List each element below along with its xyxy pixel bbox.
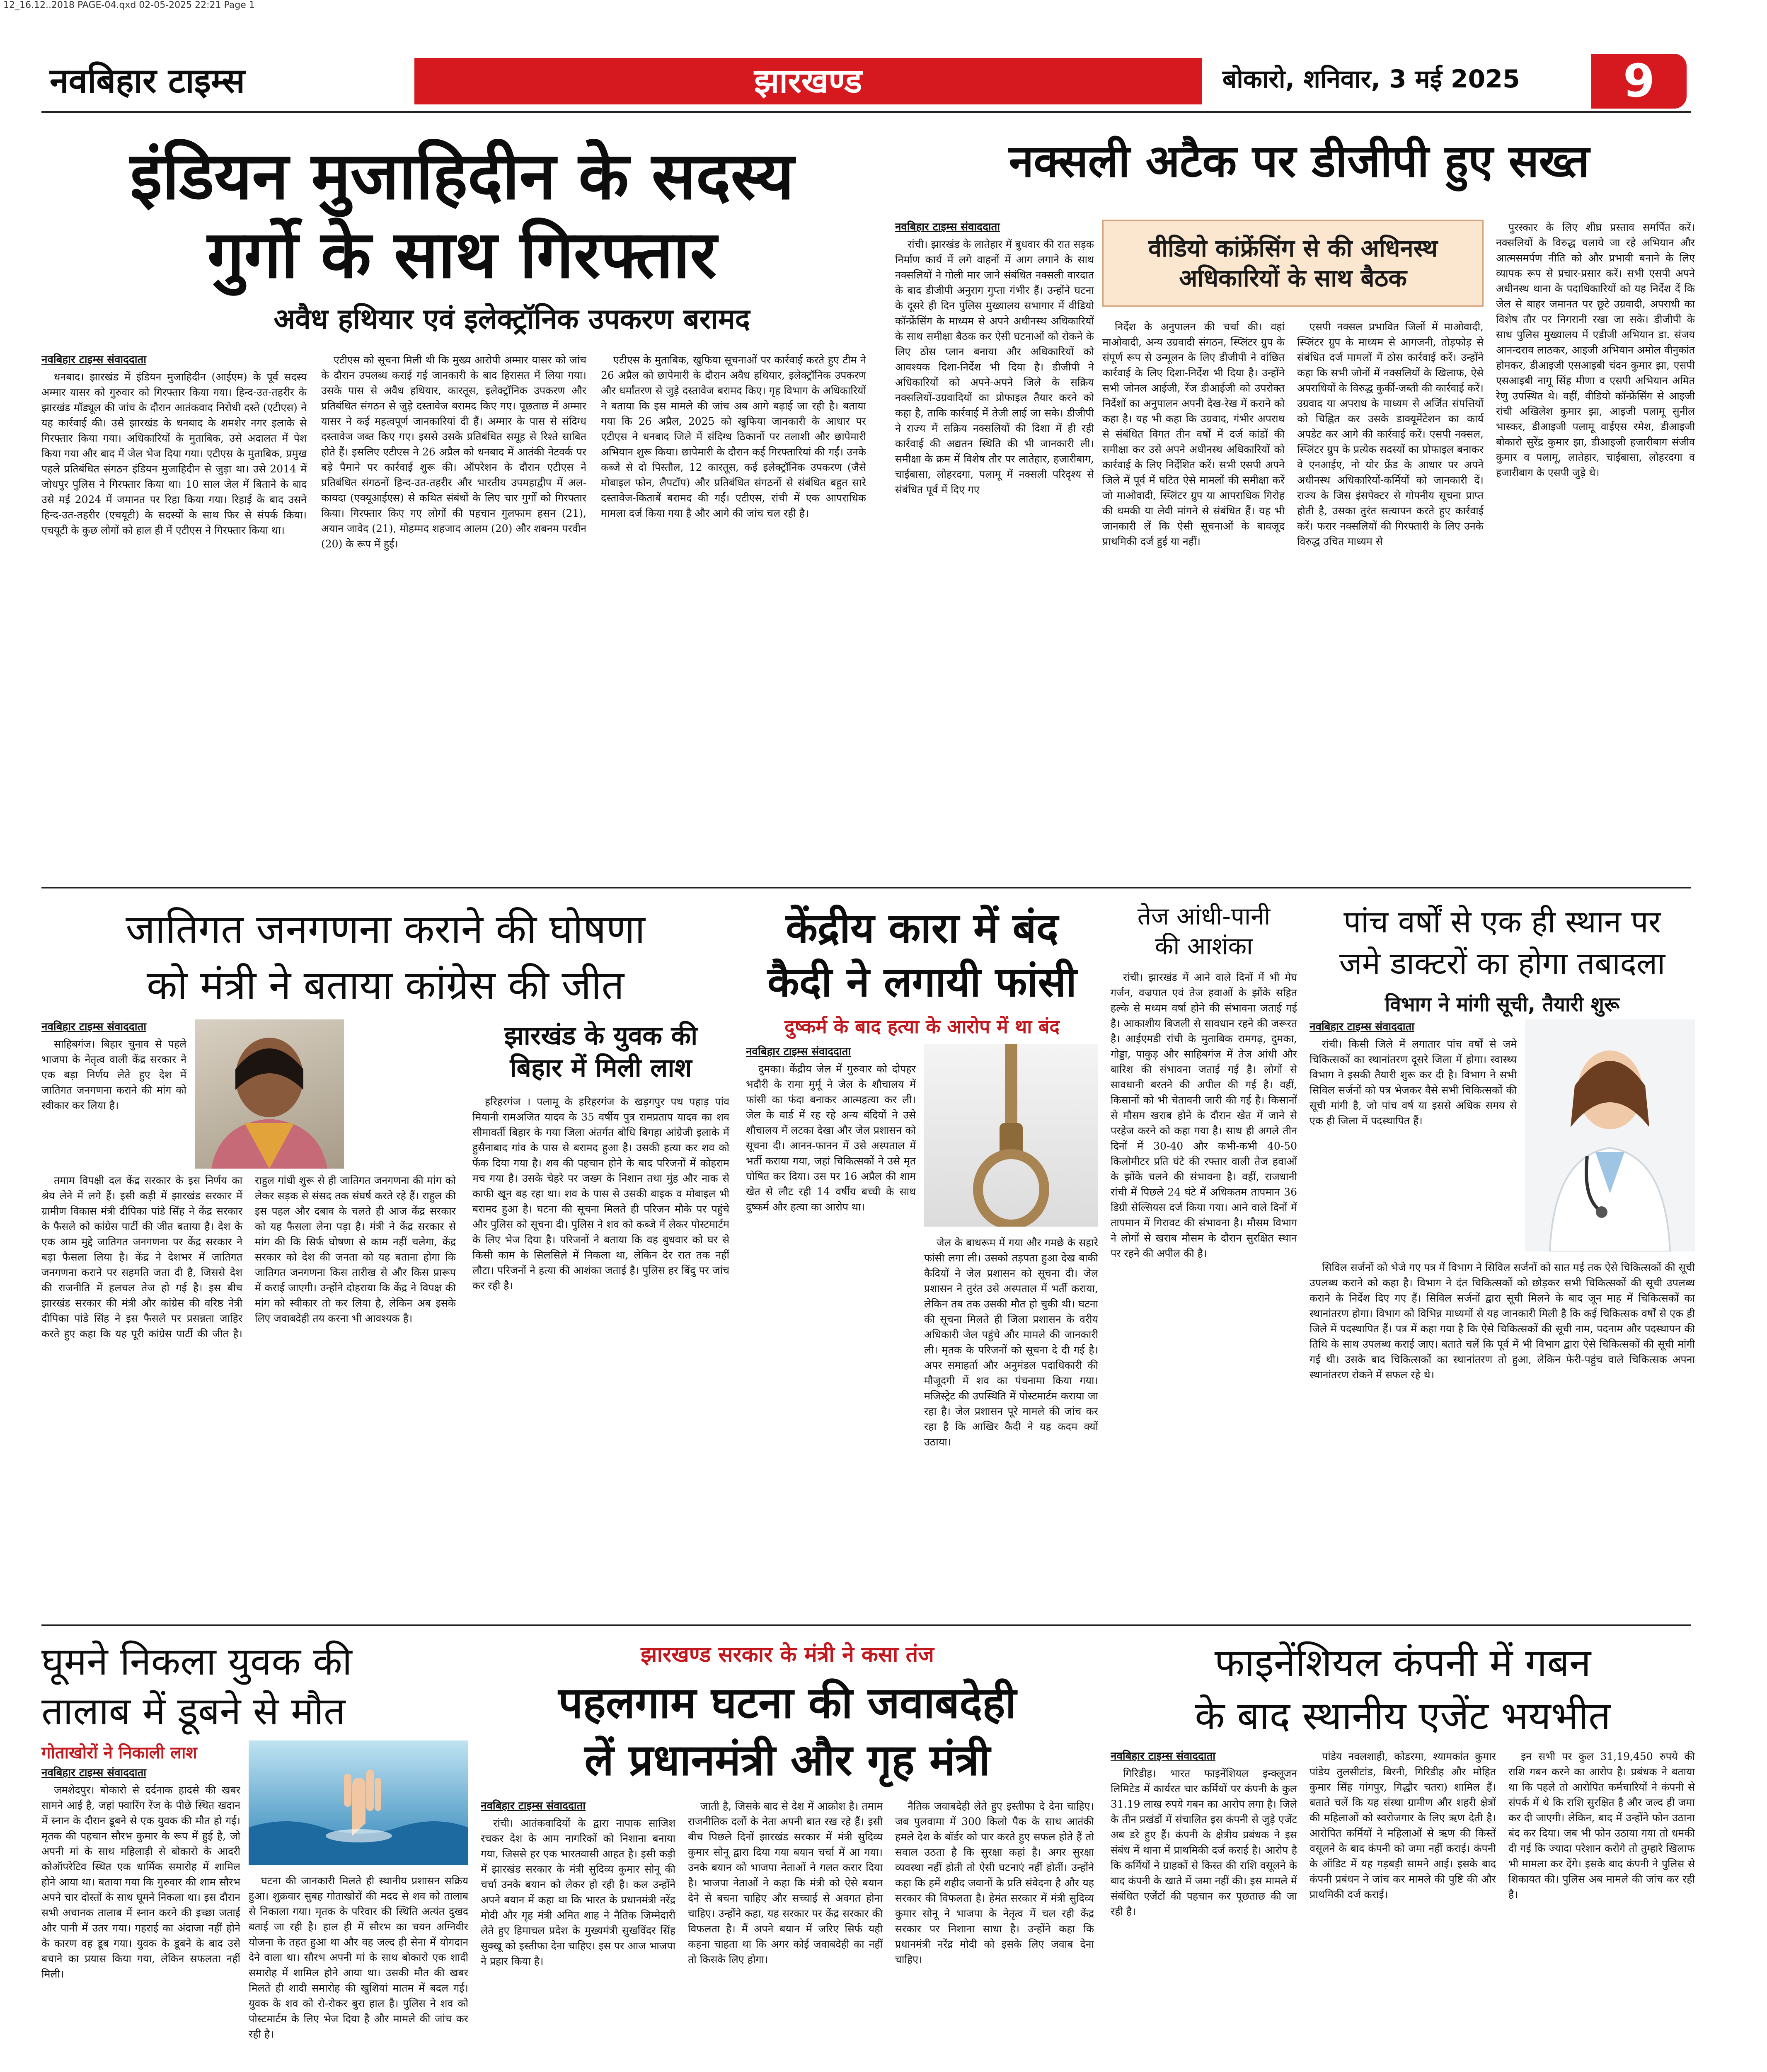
s9-kicker: झारखण्ड सरकार के मंत्री ने कसा तंज — [641, 1642, 934, 1667]
s7-headline-line2: जमे डाक्टरों का होगा तबादला — [1339, 946, 1665, 981]
s4-headline-line1: झारखंड के युवक की — [504, 1020, 698, 1051]
s2-box-title: वीडियो कांफ्रेंसिंग से की अधिनस्थ अधिकारियों के साथ बैठक — [1148, 234, 1438, 292]
s6-body — [1111, 970, 1297, 1612]
s2-col2-text: निर्देश के अनुपालन की चर्चा की। वहां माओवादी, अन्य उग्रवादी संगठन, स्प्लिंटर ग्रुप के संपूर्ण रूप से उन्मूलन के लिए डीजीपी ने वांछित कार्रवाई के लिए दिशा-निर्देश भी दिया है। उन्होंने सभी जोनल आईजी, रेंज डीआईजी को उपरोक्त निर्देशों का अनुपालन अपनी देख-रेख में कराने को कहा है। यह भी कहा कि उग्रवाद, गंभीर अपराध से संबंधित विगत तीन वर्षों में दर्ज कांडों की समीक्षा कर उसे अपने अधीनस्थ अधिकारियों को कार्रवाई के लिए निर्देशित करें। सभी एसपी अपने जिले में पूर्व में घटित ऐसे मामलों की समीक्षा करें जो माओवादी, स्प्लिंटर ग्रुप या आपराधिक गिरोह की धमकी या लेवी मांगने से संबंधित हैं। यह भी जानकारी लें कि ऐसी सूचनाओं के बावजूद प्राथमिकी दर्ज हुई या नहीं। — [1102, 321, 1285, 547]
s2-col3 — [1297, 319, 1484, 874]
s1-byline: नवबिहार टाइम्स संवाददाता — [41, 353, 147, 366]
masthead-rule — [41, 111, 1691, 113]
paper-name: नवबिहार टाइम्स — [50, 61, 245, 101]
s8-headline-line1: घूमने निकला युवक की — [41, 1639, 352, 1684]
s5-subhead: दुष्कर्म के बाद हत्या के आरोप में था बंद — [784, 1015, 1060, 1038]
s6-headline-line1: तेज आंधी-पानी — [1137, 902, 1271, 930]
s2-col4 — [1496, 220, 1695, 874]
s3-headline — [41, 901, 729, 1013]
s9-headline — [481, 1674, 1094, 1789]
s9-col3-text: नैतिक जवाबदेही लेते हुए इस्तीफा दे देना चाहिए। जब पुलवामा में 300 किलो पैक के साथ आतंकी हमले देश के बॉर्डर को पार करते हुए सफल होते हैं तो सवाल उठता है कि सुरक्षा कहां है। अगर सुरक्षा व्यवस्था नहीं होती तो ऐसी घटनाएं नहीं होतीं। उन्होंने कहा कि हमें शहीद जवानों के प्रति संवेदना है और यह सरकार की विफलता है। हेमंत सरकार में मंत्री सुदिव्य कुमार सोनू ने भाजपा के नेतृत्व में चल रही केंद्र सरकार पर निशाना साधा है। उन्होंने कहा कि प्रधानमंत्री नरेंद्र मोदी को इसके लिए जवाब देना चाहिए। — [895, 1800, 1094, 1965]
s7-headline-line1: पांच वर्षों से एक ही स्थान पर — [1343, 904, 1661, 940]
s8-col1-text: जमशेदपुर। बोकारो से दर्दनाक हादसे की खबर सामने आई है, जहां फ्वारिंग रेंज के पीछे स्थित खदान में स्नान के दौरान डूबने से एक युवक की मौत हो गई। मृतक की पहचान सौरभ कुमार के रूप में हुई है, जो अपनी मां के साथ महिलाड़ी से बोकारो के आदरी कोऑपरेटिव स्थित एक धार्मिक समारोह में शामिल होने आया था। बताया गया कि गुरुवार की शाम सौरभ अपने चार दोस्तों के साथ घूमने निकला था। इस दौरान सभी अचानक तालाब में स्नान करने की इच्छा जताई और पानी में उतर गया। गहराई का अंदाजा नहीं होने के कारण वह डूब गया। युवक के डूबने के बाद उसे बचाने का प्रयास किया गया, लेकिन सफलता नहीं मिली। — [41, 1784, 240, 1980]
s2-col1-text: रांची। झारखंड के लातेहार में बुधवार की रात सड़क निर्माण कार्य में लगे वाहनों में आग लगाने के साथ नक्सलियों ने गोली मार जाने संबंधित नक्सली वारदात के बाद डीजीपी अनुराग गुप्ता गंभीर हैं। उन्होंने घटना के दूसरे ही दिन पुलिस मुख्यालय सभागार में वीडियो कॉन्फ्रेंसिंग के माध्यम से अपने अधीनस्थ अधिकारियों के साथ समीक्षा बैठक कर ऐसी घटनाओं को रोकने के लिए ठोस प्लान बनाया और अधिकारियों को आवश्यक दिशा-निर्देश भी दिया है। डीजीपी ने अधिकारियों को अपने-अपने जिले के सक्रिय नक्सलियों-उग्रवादियों का प्रोफाइल तैयार करने को कहा है, ताकि कार्रवाई में तेजी लाई जा सके। डीजीपी ने राज्य में सक्रिय नक्सलियों की दिशा में ही रही कार्रवाई की अद्यतन स्थिति की भी जानकारी ली। समीक्षा के क्रम में विशेष तौर पर लातेहार, हजारीबाग, चाईबासा, लोहरदगा, पलामू में नक्सली परिदृश्य से संबंधित पूर्व में दिए गए — [895, 238, 1094, 496]
s1-col2-text: एटीएस को सूचना मिली थी कि मुख्य आरोपी अम्मार यासर को जांच के दौरान उपलब्ध कराई गई जानकारी के बाद हिरासत में लिया गया। उसके पास से अवैध हथियार, कारतूस, इलेक्ट्रॉनिक उपकरण और प्रतिबंधित संगठन से जुड़े दस्तावेज बरामद किए गए। पूछताछ में अम्मार यासर ने कई महत्वपूर्ण जानकारियां दी हैं। अम्मार के पास से संदिग्ध दस्तावेज जब्त किए गए। इससे उसके प्रतिबंधित समूह से रिश्ते साबित होते हैं। इसलिए एटीएस ने 26 अप्रैल को धनबाद में आतंकी नेटवर्क पर बड़े पैमाने पर कार्रवाई शुरू की। ऑपरेशन के दौरान एटीएस ने प्रतिबंधित संगठनों हिन्द-उत-तहरीर और भारतीय उपमहाद्वीप में अल-कायदा (एक्यूआईएस) से कथित संबंधों के लिए चार गुर्गों को गिरफ्तार किया। गिरफ्तार किए गए लोगों की पहचान गुलफाम हसन (21), अयान जावेद (21), मोहम्मद शहजाद आलम (20) और शबनम परवीन (20) के रूप में हुई। — [321, 354, 586, 550]
s3-body — [41, 1173, 456, 1612]
s7-subhead: विभाग ने मांगी सूची, तैयारी शुरू — [1385, 993, 1620, 1016]
s4-headline-line2: बिहार में मिली लाश — [510, 1053, 692, 1083]
s7-col1-text: रांची। किसी जिले में लगातार पांच वर्षों से जमे चिकित्सकों का स्थानांतरण दूसरे जिला में होगा। स्वास्थ्य विभाग ने इसकी तैयारी शुरू कर दी है। विभाग ने सभी सिविल सर्जनों को पत्र भेजकर वैसे सभी चिकित्सकों की सूची मांगी है, जो पांच वर्ष या इससे अधिक समय से एक ही जिला में पदस्थापित हैं। — [1310, 1038, 1517, 1127]
noose-photo — [924, 1044, 1098, 1227]
s1-subhead: अवैध हथियार एवं इलेक्ट्रॉनिक उपकरण बरामद — [274, 303, 750, 336]
portrait-icon — [195, 1019, 344, 1169]
s9-col1-text: रांची। आतंकवादियों के द्वारा नापाक साजिश रचकर देश के आम नागरिकों को निशाना बनाया गया, जिससे हर एक भारतवासी आहत है। इसी कड़ी में झारखंड सरकार के मंत्री सुदिव्य कुमार सोनू की चर्चा उनके बयान को लेकर हो रही है। कल उन्होंने अपने बयान में कहा था कि भारत के प्रधानमंत्री नरेंद्र मोदी और गृह मंत्री अमित शाह ने नैतिक जिम्मेदारी लेते हुए हिमाचल प्रदेश के मुख्यमंत्री सुखविंदर सिंह सुक्खू को इस्तीफा देना चाहिए। इस पर आज भाजपा ने प्रहार किया है। — [481, 1817, 675, 1967]
s5-headline — [746, 901, 1098, 1009]
s2-col1 — [895, 220, 1094, 874]
s5-byline: नवबिहार टाइम्स संवाददाता — [746, 1046, 851, 1058]
s9-byline: नवबिहार टाइम्स संवाददाता — [481, 1800, 586, 1812]
s6-body-text: रांची। झारखंड में आने वाले दिनों में भी मेघ गर्जन, वज्रपात एवं तेज हवाओं के झोंके सहित हल्के से मध्यम वर्षा होने की संभावना जताई गई है। आकाशीय बिजली से सावधान रहने की जरूरत है। आईएमडी रांची के मुताबिक रामगढ़, दुमका, गोड्डा, पाकुड़ और साहिबगंज में तेज आंधी और बारिश की संभावना जताई गई है। लोगों से सावधानी बरतने की अपील की गई है। वहीं, किसानों को भी चेतावनी जारी की गई है। किसानों से मौसम खराब होने के दौरान खेत में जाने से परहेज करने को कहा गया है। साथ ही अगले तीन दिनों में 30-40 और कभी-कभी 40-50 किलोमीटर प्रति घंटे की रफ्तार वाली तेज हवाओं के झोंके चलने की संभावना है। वहीं, राजधानी रांची में पिछले 24 घंटे में अधिकतम तापमान 36 डिग्री सेल्सियस दर्ज किया गया। आने वाले दिनों में तापमान में गिरावट की संभावना है। मौसम विभाग ने लोगों से खराब मौसम के दौरान सुरक्षित स्थान पर रहने की अपील की है। — [1111, 971, 1297, 1259]
noose-icon — [924, 1044, 1098, 1227]
s10-col2-text: पांडेय नवलशाही, कोडरमा, श्यामकांत कुमार पांडेय तुलसीटांड, बिरनी, गिरिडीह और मोहित कुमार सिंह गांगपुर, गिद्धौर चतरा) शामिल हैं। बताते चलें कि यह संस्था ग्रामीण और शहरी क्षेत्रों की महिलाओं को स्वरोजगार के लिए ऋण देती है। आरोपित कर्मियों ने महिलाओं से ऋण की किस्तें वसूलने के बाद कंपनी को जमा नहीं कराई। कंपनी के ऑडिट में यह गड़बड़ी सामने आई। इसके बाद कंपनी प्रबंधन ने जांच कर मामले की पुष्टि की और प्राथमिकी दर्ज कराई। — [1310, 1750, 1496, 1900]
s8-col1 — [41, 1765, 240, 2072]
doctor-icon — [1525, 1019, 1695, 1251]
s10-col3-text: इन सभी पर कुल 31,19,450 रुपये की राशि गबन करने का आरोप है। प्रबंधक ने बताया था कि पहले तो आरोपित कर्मचारियों ने कंपनी से संपर्क में थे कि राशि सुरक्षित है और जल्द ही जमा कर दी जाएगी। लेकिन, बाद में उन्होंने फोन उठाना बंद कर दिया। जब भी फोन उठाया गया तो धमकी दी गई कि ज्यादा परेशान करोगे तो तुम्हारे खिलाफ भी मामला कर देंगे। इसके बाद कंपनी ने पुलिस से शिकायत की। पुलिस अब मामले की जांच कर रही है। — [1508, 1750, 1695, 1900]
s3-byline: नवबिहार टाइम्स संवाददाता — [41, 1021, 147, 1033]
s6-headline-line2: की आशंका — [1155, 932, 1253, 960]
s1-col1 — [41, 352, 307, 870]
s7-col1 — [1310, 1019, 1517, 1251]
row1-rule — [41, 887, 1691, 888]
s10-col2 — [1310, 1749, 1496, 2072]
s10-headline-line2: के बाद स्थानीय एजेंट भयभीत — [1195, 1694, 1611, 1739]
s2-byline: नवबिहार टाइम्स संवाददाता — [895, 221, 1000, 233]
page-number: 9 — [1623, 54, 1655, 108]
minister-photo — [195, 1019, 344, 1169]
s3-body-text: तमाम विपक्षी दल केंद्र सरकार के इस निर्णय का श्रेय लेने में लगे हैं। इसी कड़ी में झारखंड सरकार में ग्रामीण विकास मंत्री दीपिका पांडे सिंह ने केंद्र सरकार के फैसले को कांग्रेस पार्टी की जीत बताया है। देश के एक आम मुद्दे जातिगत जनगणना पर केंद्र सरकार ने बड़ा फैसला लिया है। केंद्र ने देशभर में जातिगत जनगणना कराने पर सहमति जता दी है, जिससे देश की राजनीति में हलचल तेज हो गई है। इस बीच झारखंड सरकार की मंत्री और कांग्रेस की वरिष्ठ नेत्री दीपिका पांडे सिंह ने इस फैसले पर प्रसन्नता जाहिर करते हुए कहा कि यह पूरी कांग्रेस पार्टी की जीत है। राहुल गांधी शुरू से ही जातिगत जनगणना की मांग को लेकर सड़क से संसद तक संघर्ष करते रहे हैं। राहुल की इस पहल और दबाव के चलते ही आज केंद्र सरकार को यह फैसला लेना पड़ा है। मंत्री ने केंद्र सरकार से मांग की कि सिर्फ घोषणा से काम नहीं चलेगा, केंद्र सरकार को देश की जनता को यह बताना होगा कि जातिगत जनगणना किस तारीख से और किस प्रारूप में कराई जाएगी। उन्होंने दोहराया कि केंद्र ने विपक्ष की मांग को स्वीकार तो कर लिया है, लेकिन अब इसके लिए जवाबदेही तय करना भी आवश्यक है। — [41, 1174, 456, 1340]
s8-headline-line2: तालाब में डूबने से मौत — [41, 1689, 346, 1733]
row2-rule — [41, 1624, 1691, 1626]
s8-headline — [41, 1637, 468, 1736]
print-slug: 12_16.12..2018 PAGE-04.qxd 02-05-2025 22:21 Page 1 — [3, 0, 255, 10]
s5-headline-line1: केंद्रीय कारा में बंद — [786, 904, 1058, 952]
s10-headline-line1: फाइनेंशियल कंपनी में गबन — [1214, 1641, 1591, 1686]
s1-col1-text: धनबाद। झारखंड में इंडियन मुजाहिदीन (आईएम) के पूर्व सदस्य अम्मार यासर को गुरुवार को गिरफ्तार किया गया। हिन्द-उत-तहरीर के झारखंड मॉड्यूल की जांच के दौरान आतंकवाद निरोधी दस्ते (एटीएस) ने यह कार्रवाई की। उसे झारखंड के धनबाद के शमशेर नगर इलाके से गिरफ्तार किया गया। अधिकारियों के मुताबिक, उसे अदालत में पेश किया गया और बाद में जेल भेज दिया गया। एटीएस के मुताबिक, प्रमुख पहले प्रतिबंधित संगठन इंडियन मुजाहिदीन से जुड़ा था। उसे 2014 में जोधपुर पुलिस ने गिरफ्तार किया था। 10 साल जेल में बिताने के बाद उसे मई 2024 में जमानत पर रिहा किया गया। रिहाई के बाद उसने हिन्द-उत-तहरीर (एचयूटी) के सदस्यों के साथ फिर से संपर्क किया। एचयूटी के कुछ लोगों को हाल ही में एटीएस ने गिरफ्तार किया था। — [41, 371, 307, 536]
s2-headline: नक्सली अटैक पर डीजीपी हुए सख्त — [1009, 136, 1590, 187]
s9-headline-line1: पहलगाम घटना की जवाबदेही — [558, 1677, 1017, 1728]
s10-col1 — [1111, 1749, 1297, 2072]
page-number-badge — [1591, 54, 1687, 109]
s8-byline: नवबिहार टाइम्स संवाददाता — [41, 1767, 147, 1779]
s7-headline — [1310, 901, 1695, 984]
s1-col3-text: एटीएस के मुताबिक, खुफिया सूचनाओं पर कार्रवाई करते हुए टीम ने 26 अप्रैल को छापेमारी के दौरान अवैध हथियार, इलेक्ट्रॉनिक उपकरण और धर्मांतरण से जुड़े दस्तावेज बरामद किए। गृह विभाग के अधिकारियों ने बताया कि इस मामले की जांच अब आगे बढ़ाई जा रही है। बताया गया कि 26 अप्रैल, 2025 को खुफिया जानकारी के आधार पर एटीएस ने धनबाद जिले में संदिग्ध ठिकानों पर तलाशी और छापेमारी अभियान शुरू किया। छापेमारी के दौरान कई गिरफ्तारियां की गईं। उनके कब्जे से दो पिस्तौल, 12 कारतूस, कई इलेक्ट्रॉनिक उपकरण (जैसे मोबाइल फोन, लैपटॉप) और प्रतिबंधित संगठनों से संबंधित बहुत सारे दस्तावेज-किताबें बरामद की गईं। एटीएस, रांची में एक आपराधिक मामला दर्ज किया गया है और आगे की जांच चल रही है। — [601, 354, 866, 519]
s5-headline-line2: कैदी ने लगायी फांसी — [767, 958, 1077, 1006]
s1-headline — [41, 137, 883, 294]
s3-headline-line1: जातिगत जनगणना कराने की घोषणा — [126, 906, 645, 952]
s10-byline: नवबिहार टाइम्स संवाददाता — [1111, 1750, 1216, 1762]
s9-col1 — [481, 1798, 675, 2072]
s1-headline-line2: गुर्गो के साथ गिरफ्तार — [207, 217, 717, 293]
s10-headline — [1111, 1637, 1695, 1743]
s3-lead-text: साहिबगंज। बिहार चुनाव से पहले भाजपा के नेतृत्व वाली केंद्र सरकार ने एक बड़ा निर्णय लेते हुए देश में जातिगत जनगणना कराने की मांग को स्वीकार कर लिया है। — [41, 1038, 186, 1111]
s5-col1 — [746, 1044, 916, 1612]
drowning-photo — [249, 1740, 468, 1865]
s7-body — [1310, 1260, 1695, 1612]
s9-col2 — [688, 1798, 883, 2072]
s2-col2 — [1102, 319, 1285, 874]
s3-lead — [41, 1019, 186, 1160]
s1-col3 — [601, 352, 866, 870]
s10-col3 — [1508, 1749, 1695, 2072]
s9-col2-text: जाती है, जिसके बाद से देश में आक्रोश है। तमाम राजनीतिक दलों के नेता अपनी बात रख रहे हैं। इसी बीच पिछले दिनों झारखंड सरकार में मंत्री सुदिव्य कुमार सोनू द्वारा दिया गया बयान चर्चा में आ गया। उनके बयान को भाजपा नेताओं ने गलत करार दिया है। भाजपा नेताओं ने कहा कि मंत्री को ऐसे बयान देने से बचना चाहिए और सच्चाई से अवगत होना चाहिए। उन्होंने कहा, यह सरकार पर केंद्र सरकार की विफलता है। मैं अपने बयान में जरिए सिर्फ यही कहना चाहता था कि अगर कोई जवाबदेही का नहीं तो किसके लिए होगा। — [688, 1800, 883, 1965]
s8-col2 — [249, 1873, 468, 2072]
s8-subhead: गोताखोरों ने निकाली लाश — [41, 1743, 197, 1762]
section-name: झारखण्ड — [754, 62, 862, 101]
s5-col2-text: जेल के बाथरूम में गया और गमछे के सहारे फांसी लगा ली। उसको तड़पता हुआ देख बाकी कैदियों ने जेल प्रशासन को सूचना दी। जेल प्रशासन ने तुरंत उसे अस्पताल में भर्ती कराया, लेकिन तब तक उसकी मौत हो चुकी थी। घटना की सूचना मिलते ही जिला प्रशासन के वरीय अधिकारी जेल पहुंचे और मामले की जानकारी ली। मृतक के परिजनों को सूचना दे दी गई है। अपर समाहर्ता और अनुमंडल पदाधिकारी की मौजूदगी में शव का पंचनामा किया गया। मजिस्ट्रेट की उपस्थिति में पोस्टमार्टम कराया जा रहा है। जेल प्रशासन पूरे मामले की जांच कर रहा है कि आखिर कैदी ने यह कदम क्यों उठाया। — [924, 1237, 1098, 1448]
s10-col1-text: गिरिडीह। भारत फाइनेंशियल इन्क्लूजन लिमिटेड में कार्यरत चार कर्मियों पर कंपनी के कुल 31.19 लाख रुपये गबन का आरोप लगा है। जिले के तीन प्रखंडों में संचालित इस कंपनी से जुड़े एजेंट अब डरे हुए हैं। कंपनी के क्षेत्रीय प्रबंधक ने इस संबंध में थाना में प्राथमिकी दर्ज कराई है। आरोप है कि कर्मियों ने ग्राहकों से किस्त की राशि वसूलने के बाद कंपनी के खाते में जमा नहीं की। इस मामले में संबंधित एजेंटों की पहचान कर पूछताछ की जा रही है। — [1111, 1767, 1297, 1917]
s8-col2-text: घटना की जानकारी मिलते ही स्थानीय प्रशासन सक्रिय हुआ। शुक्रवार सुबह गोताखोरों की मदद से शव को तालाब से निकाला गया। मृतक के परिवार की स्थिति अत्यंत दुखद बताई जा रही है। हाल ही में सौरभ का चयन अग्निवीर योजना के तहत हुआ था और वह जल्द ही सेना में योगदान देने वाला था। सौरभ अपनी मां के साथ बोकारो एक शादी समारोह में शामिल होने आया था। उसकी मौत की खबर मिलते ही शादी समारोह की खुशियां मातम में बदल गई। युवक के शव को रो-रोकर बुरा हाल है। पुलिस ने शव को पोस्टमार्टम के लिए भेज दिया है और मामले की जांच कर रही है। — [249, 1875, 468, 2040]
s1-col2 — [321, 352, 586, 870]
s5-col2 — [924, 1235, 1098, 1612]
s2-col4-text: पुरस्कार के लिए शीघ्र प्रस्ताव समर्पित करें। नक्सलियों के विरुद्ध चलाये जा रहे अभियान और आत्मसमर्पण नीति को और प्रभावी बनाने के लिए व्यापक रूप से प्रचार-प्रसार करें। सभी एसपी अपने अधीनस्थ थाना के पदाधिकारियों को यह निर्देश दें कि जेल से बाहर जमानत पर छूटे उग्रवादी, अपराधी का विशेष तौर पर निगरानी रखा जा सके। डीजीपी के साथ पुलिस मुख्यालय में एडीजी अभियान डा. संजय आनन्दराव लाठकर, आइजी अभियान अमोल वीनुकांत होमकर, डीआइजी एसआइबी चंदन कुमार झा, एसपी एसआइबी नागू सिंह मीणा व एसपी अभियान अमित रेणु उपस्थित थे। वहीं, वीडियो कॉन्फ्रेंसिंग से आइजी रांची अखिलेश कुमार झा, आइजी पलामू सुनील भास्कर, डीआइजी पलामू वाईएस रमेश, डीआइजी बोकारो सुरेंद्र कुमार झा, डीआइजी हजारीबाग संजीव कुमार व पलामू, लातेहार, चाईबासा, लोहरदगा व हजारीबाग के एसपी जुड़े थे। — [1496, 221, 1695, 479]
s5-col1-text: दुमका। केंद्रीय जेल में गुरुवार को दोपहर भदौरी के रामा मुर्मू ने जेल के शौचालय में फांसी का फंदा बनाकर आत्महत्या कर ली। जेल के वार्ड में रह रहे अन्य बंदियों ने उसे शौचालय में लटका देखा और जेल प्रशासन को सूचना दी। आनन-फानन में उसे अस्पताल में भर्ती कराया गया, जहां चिकित्सकों ने उसे मृत घोषित कर दिया। उस पर 16 अप्रैल की शाम खेत से लौट रही 14 वर्षीय बच्ची के साथ दुष्कर्म और हत्या का आरोप था। — [746, 1063, 916, 1213]
doctor-photo — [1525, 1019, 1695, 1251]
s4-body — [472, 1094, 729, 1612]
s4-headline — [472, 1019, 729, 1084]
s9-col3 — [895, 1798, 1094, 2072]
section-banner — [414, 58, 1202, 104]
s7-byline: नवबिहार टाइम्स संवाददाता — [1310, 1021, 1415, 1033]
s6-headline — [1111, 901, 1297, 961]
s3-headline-line2: को मंत्री ने बताया कांग्रेस की जीत — [146, 962, 625, 1008]
s1-headline-line1: इंडियन मुजाहिदीन के सदस्य — [130, 138, 794, 214]
s2-col3-text: एसपी नक्सल प्रभावित जिलों में माओवादी, स्प्लिंटर ग्रुप के माध्यम से आगजनी, तोड़फोड़ से संबंधित दर्ज मामलों में ठोस कार्रवाई करें। उन्होंने कहा कि सभी जोनों में नक्सलियों के खिलाफ, ऐसे अपराधियों के विरुद्ध कुर्की-जब्ती की कार्रवाई करें। उग्रवाद या अपराध के माध्यम से अर्जित संपत्तियों को चिह्नित कर उसके डाक्यूमेंटेशन का कार्य अपडेट कर आगे की कार्रवाई करें। एसपी नक्सल, स्प्लिंटर ग्रुप के प्रत्येक सदस्यों का प्रोफाइल बनाकर वे एनआईए, नो योर फ्रेंड के आधार पर अपने अधीनस्थ अधिकारियों-कर्मियों को जानकारी दें। राज्य के जिस इंसपेक्टर से गोपनीय सूचना प्राप्त होती है, उसका तुरंत सत्यापन करते हुए कार्रवाई करें। फरार नक्सलियों की गिरफ्तारी के लिए उनके विरुद्ध उचित माध्यम से — [1297, 321, 1484, 547]
s7-body-text: सिविल सर्जनों को भेजे गए पत्र में विभाग ने सिविल सर्जनों को सात मई तक ऐसे चिकित्सकों की सूची उपलब्ध कराने को कहा है। विभाग ने दंत चिकित्सकों को छोड़कर सभी चिकित्सकों की सूची उपलब्ध कराने के निर्देश दिए गए हैं। सिविल सर्जनों द्वारा सूची मिलने के बाद जून माह में चिकित्सकों का स्थानांतरण होगा। विभाग को विभिन्न माध्यमों से यह जानकारी मिली है कि कई चिकित्सक वर्षों से एक ही जिले में पदस्थापित हैं। पत्र में कहा गया है कि ऐसे चिकित्सकों की सूची नाम, पदनाम और पदस्थापन की तिथि के साथ उपलब्ध कराई जाए। बताते चलें कि पूर्व में भी विभाग द्वारा ऐसे चिकित्सकों की सूची मांगी गई थी। उसके बाद चिकित्सकों का स्थानांतरण तो हुआ, लेकिन फेरी-पहुंच वाले चिकित्सक अपना स्थानांतरण रोकने में सफल रहे थे। — [1310, 1261, 1695, 1381]
s9-headline-line2: लें प्रधानमंत्री और गृह मंत्री — [584, 1735, 990, 1785]
s4-body-text: हरिहरगंज । पलामू के हरिहरगंज के खड़गपुर पथ पहाड़ पांव मियानी रामअजित यादव के 35 वर्षीय पुत्र रामप्रताप यादव का शव सीमावर्ती बिहार के गया जिला अंतर्गत बोधि बिगहा आंग्रेजी इलाके में हुसैनाबाद गांव के पास से बरामद हुआ है। उसकी हत्या कर शव को फेंक दिया गया है। शव की पहचान होने के बाद परिजनों में कोहराम मच गया है। उसके चेहरे पर जख्म के निशान तथा मुंह और नाक से काफी खून बह रहा था। शव के पास से उसकी बाइक व मोबाइल भी बरामद हुआ है। घटना की सूचना मिलते ही परिजन मौके पर पहुंचे और पुलिस को सूचना दी। पुलिस ने शव को कब्जे में लेकर पोस्टमार्टम के लिए भेज दिया है। परिजनों ने बताया कि वह बुधवार को घर से किसी काम के सिलसिले में निकला था, लेकिन देर रात तक नहीं लौटा। परिजनों ने हत्या की आशंका जताई है। पुलिस हर बिंदु पर जांच कर रही है। — [472, 1096, 729, 1292]
drowning-hand-icon — [249, 1740, 468, 1865]
dateline: बोकारो, शनिवार, 3 मई 2025 — [1222, 65, 1520, 94]
s2-info-box — [1102, 220, 1484, 307]
